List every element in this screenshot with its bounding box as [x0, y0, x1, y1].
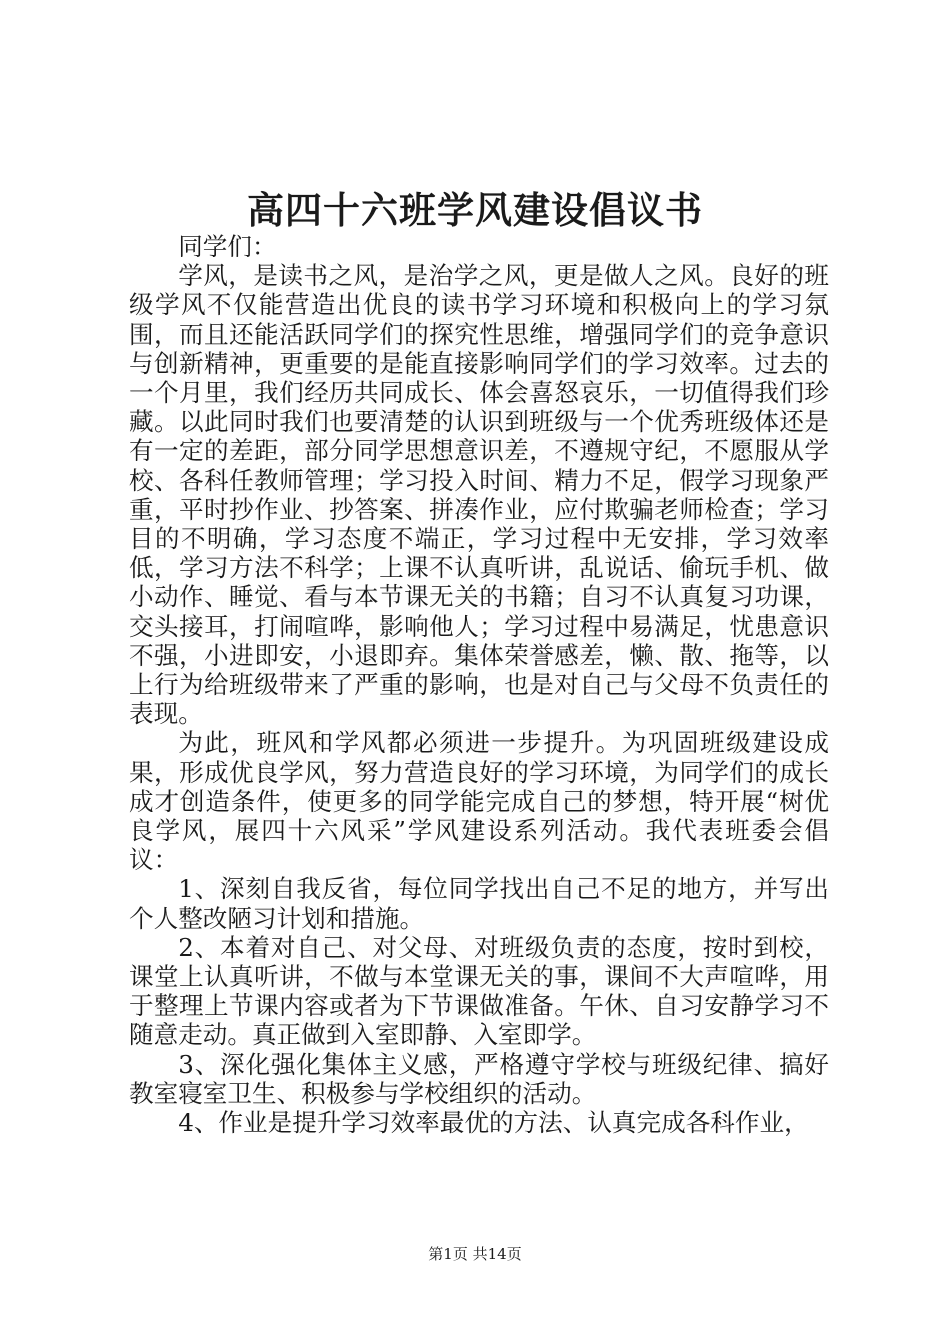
proposal-item-2: 2、本着对自己、对父母、对班级负责的态度，按时到校，课堂上认真听讲，不做与本堂课无关的事，课间不大声喧哗，用于整理上节课内容或者为下节课做准备。午休、自习安静学习不随意走动。真正做到入室即静、入室即学。 — [129, 932, 829, 1050]
paragraph-intro: 学风，是读书之风，是治学之风，更是做人之风。良好的班级学风不仅能营造出优良的读书学习环境和积极向上的学习氛围，而且还能活跃同学们的探究性思维，增强同学们的竞争意识与创新精神，更重要的是能直接影响同学们的学习效率。过去的一个月里，我们经历共同成长、体会喜怒哀乐，一切值得我们珍藏。以此同时我们也要清楚的认识到班级与一个优秀班级体还是有一定的差距，部分同学思想意识差，不遵规守纪，不愿服从学校、各科任教师管理；学习投入时间、精力不足，假学习现象严重，平时抄作业、抄答案、拼凑作业，应付欺骗老师检查；学习目的不明确，学习态度不端正，学习过程中无安排，学习效率低，学习方法不科学；上课不认真听讲，乱说话、偷玩手机、做小动作、睡觉、看与本节课无关的书籍；自习不认真复习功课，交头接耳，打闹喧哗，影响他人；学习过程中易满足，忧患意识不强，小进即安，小退即弃。集体荣誉感差，懒、散、拖等，以上行为给班级带来了严重的影响，也是对自己与父母不负责任的表现。 — [129, 261, 829, 729]
proposal-item-3: 3、深化强化集体主义感，严格遵守学校与班级纪律、搞好教室寝室卫生、积极参与学校组织的活动。 — [129, 1049, 829, 1108]
paragraph-purpose: 为此，班风和学风都必须进一步提升。为巩固班级建设成果，形成优良学风，努力营造良好的学习环境，为同学们的成长成才创造条件，使更多的同学能完成自己的梦想，特开展“树优良学风，展四十六风采”学风建设系列活动。我代表班委会倡议： — [129, 728, 829, 875]
proposal-item-4: 4、作业是提升学习效率最优的方法、认真完成各科作业， — [178, 1108, 809, 1138]
salutation: 同学们： — [178, 232, 277, 261]
document-title: 高四十六班学风建设倡议书 — [247, 188, 703, 232]
page-number-footer: 第1页 共14页 — [428, 1245, 522, 1263]
proposal-item-1: 1、深刻自我反省，每位同学找出自己不足的地方，并写出个人整改陋习计划和措施。 — [129, 874, 829, 933]
document-body — [129, 232, 829, 1137]
